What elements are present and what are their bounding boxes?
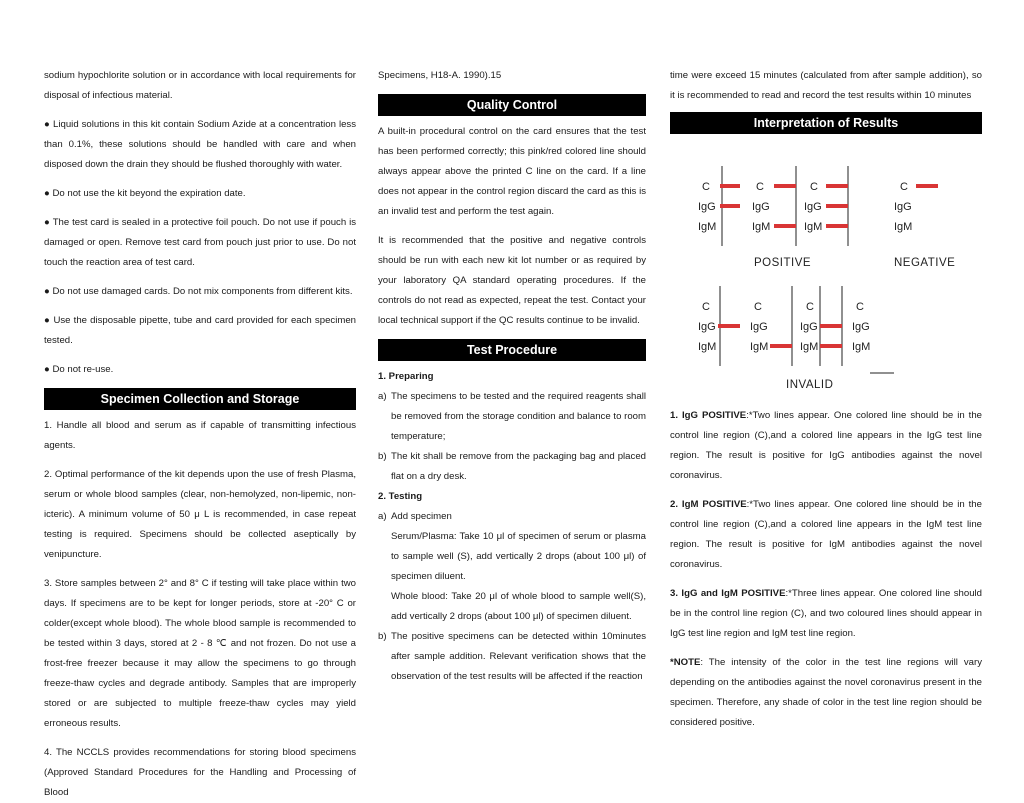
step-item bbox=[378, 387, 646, 447]
section-heading-specimen: Specimen Collection and Storage bbox=[44, 388, 356, 410]
numbered-item: 1. Handle all blood and serum as if capable of transmitting infectious agents. bbox=[44, 420, 356, 451]
caption-negative: NEGATIVE bbox=[894, 257, 956, 269]
step-text: The kit shall be remove from the packaging bag and placed flat on a dry desk. bbox=[391, 451, 646, 482]
note-title: *NOTE bbox=[670, 657, 701, 668]
result-text: :*Two lines appear. One colored line should be in the control line region (C),and a colored line appears in the IgM test line region. The result is positive for IgM antibodies against the novel coronavirus. bbox=[670, 499, 982, 570]
paragraph: sodium hypochlorite solution or in accordance with local requirements for disposal of infectious material. bbox=[44, 70, 356, 101]
paragraph: A built-in procedural control on the card ensures that the test has been performed correctly; this pink/red colored line should always appear above the printed C line on the card. If a line does not appear in the control region discard the card as this is an invalid test and perform the test again. bbox=[378, 126, 646, 217]
paragraph: time were exceed 15 minutes (calculated from after sample addition), so it is recommended to read and record the test results within 10 minutes bbox=[670, 70, 982, 101]
result-item bbox=[670, 495, 982, 575]
caption-positive: POSITIVE bbox=[754, 257, 812, 269]
result-text: :*Three lines appear. One colored line should be in the control line region (C), and two coloured lines should appear in IgG test line region and IgM test line region. bbox=[670, 588, 982, 639]
label-igg: IgG bbox=[750, 321, 768, 333]
invalid-strip-2 bbox=[750, 286, 792, 366]
step-label: b) bbox=[378, 631, 387, 642]
bullet-item: ● Do not use damaged cards. Do not mix components from different kits. bbox=[44, 286, 353, 297]
label-c: C bbox=[806, 301, 814, 313]
bullet-item: ● The test card is sealed in a protective foil pouch. Do not use if pouch is damaged or open. Remove test card from pouch just prior to use. Do not touch the reaction area of test card. bbox=[44, 217, 356, 268]
section-heading-quality-control: Quality Control bbox=[378, 94, 646, 116]
step-detail: Serum/Plasma: Take 10 μl of specimen of serum or plasma to sample well (S), add vertically 2 drops (about 100 μl) of specimen diluent. bbox=[391, 531, 646, 582]
invalid-strip-4 bbox=[852, 301, 894, 373]
numbered-item: 2. Optimal performance of the kit depends upon the use of fresh Plasma, serum or whole blood samples (clear, non-hemolyzed, non-lipemic, non-icteric). A minimum volume of 50 μ L is recommended, in case repeat testing is required. Specimens should be collected aseptically by venipuncture. bbox=[44, 469, 356, 560]
label-igg: IgG bbox=[852, 321, 870, 333]
label-igg: IgG bbox=[800, 321, 818, 333]
label-igm: IgM bbox=[852, 341, 871, 353]
note bbox=[670, 653, 982, 733]
step-detail: Whole blood: Take 20 μl of whole blood to sample well(S), add vertically 2 drops (about 100 μl) of specimen diluent. bbox=[391, 591, 646, 622]
label-igg: IgG bbox=[894, 201, 912, 213]
positive-igg-igm-strip bbox=[804, 166, 848, 246]
result-item bbox=[670, 584, 982, 644]
label-igm: IgM bbox=[750, 341, 769, 353]
invalid-strip-3 bbox=[800, 286, 842, 366]
label-igm: IgM bbox=[804, 221, 823, 233]
bullet-item: ● Do not re-use. bbox=[44, 364, 114, 375]
note-text: : The intensity of the color in the test line regions will vary depending on the antibodies against the novel coronavirus present in the specimen. Therefore, any shade of color in the test line region should be considered positive. bbox=[670, 657, 982, 728]
paragraph: Specimens, H18-A. 1990).15 bbox=[378, 70, 502, 81]
section-heading-test-procedure: Test Procedure bbox=[378, 339, 646, 361]
label-c: C bbox=[810, 181, 818, 193]
label-c: C bbox=[702, 301, 710, 313]
label-igg: IgG bbox=[804, 201, 822, 213]
label-igm: IgM bbox=[800, 341, 819, 353]
positive-igg-strip bbox=[698, 166, 740, 246]
result-title: 1. IgG POSITIVE bbox=[670, 410, 747, 421]
step-title: 2. Testing bbox=[378, 491, 423, 502]
step-text: The specimens to be tested and the required reagents shall be removed from the storage condition and balance to room temperature; bbox=[391, 391, 646, 442]
numbered-item: 4. The NCCLS provides recommendations for storing blood specimens (Approved Standard Procedures for the Handling and Processing of Blood bbox=[44, 747, 356, 798]
label-c: C bbox=[754, 301, 762, 313]
label-igm: IgM bbox=[698, 341, 717, 353]
paragraph: It is recommended that the positive and negative controls should be run with each new kit lot number or as required by your laboratory QA standard operating procedures. If the controls do not read as expected, repeat the test. Contact your local technical support if the QC results continue to be invalid. bbox=[378, 235, 646, 326]
label-igm: IgM bbox=[752, 221, 771, 233]
results-diagram bbox=[670, 140, 982, 390]
invalid-strip-1 bbox=[698, 286, 740, 366]
positive-igm-strip bbox=[752, 166, 796, 246]
bullet-item: ● Liquid solutions in this kit contain Sodium Azide at a concentration less than 0.1%, these solutions should be handled with care and when disposed down the drain they should be flushed thoroughly with water. bbox=[44, 119, 356, 170]
step-label: a) bbox=[378, 391, 387, 402]
result-title: 2. IgM POSITIVE bbox=[670, 499, 747, 510]
step-item bbox=[378, 627, 646, 687]
result-text: :*Two lines appear. One colored line should be in the control line region (C),and a colored line appears in the IgG test line region. The result is positive for IgG antibodies against the novel coronavirus. bbox=[670, 410, 982, 481]
step-text: The positive specimens can be detected within 10minutes after sample addition. Relevant verification shows that the observation of the test results will be affected if the reaction bbox=[391, 631, 646, 682]
results-figure bbox=[670, 140, 982, 436]
step-label: a) bbox=[378, 511, 387, 522]
section-heading-interpretation: Interpretation of Results bbox=[670, 112, 982, 134]
bullet-item: ● Do not use the kit beyond the expiration date. bbox=[44, 188, 246, 199]
label-igg: IgG bbox=[752, 201, 770, 213]
label-igg: IgG bbox=[698, 201, 716, 213]
bullet-item: ● Use the disposable pipette, tube and card provided for each specimen tested. bbox=[44, 315, 356, 346]
label-c: C bbox=[856, 301, 864, 313]
result-title: 3. IgG and IgM POSITIVE bbox=[670, 588, 786, 599]
label-c: C bbox=[900, 181, 908, 193]
label-c: C bbox=[756, 181, 764, 193]
step-item bbox=[378, 507, 646, 527]
column-left bbox=[44, 66, 356, 803]
label-igm: IgM bbox=[698, 221, 717, 233]
negative-strip bbox=[894, 181, 938, 233]
label-c: C bbox=[702, 181, 710, 193]
step-item bbox=[378, 447, 646, 487]
step-label: b) bbox=[378, 451, 387, 462]
numbered-item: 3. Store samples between 2° and 8° C if testing will take place within two days. If specimens are to be kept for longer periods, store at -20° C or colder(except whole blood). The whole blood sample is recommended to be tested within 3 days, stored at 2 - 8 ℃ and not frozen. Do not use a frost-free freezer because it may allow the specimens to go through freeze-thaw cycles and degrade antibody. Samples that are improperly stored or are subjected to multiple freeze-thaw cycles may yield erroneous results. bbox=[44, 578, 356, 729]
caption-invalid: INVALID bbox=[786, 379, 834, 390]
step-title: 1. Preparing bbox=[378, 371, 434, 382]
label-igm: IgM bbox=[894, 221, 913, 233]
label-igg: IgG bbox=[698, 321, 716, 333]
step-text: Add specimen bbox=[391, 511, 452, 522]
column-middle bbox=[378, 66, 646, 687]
column-right bbox=[670, 66, 982, 733]
